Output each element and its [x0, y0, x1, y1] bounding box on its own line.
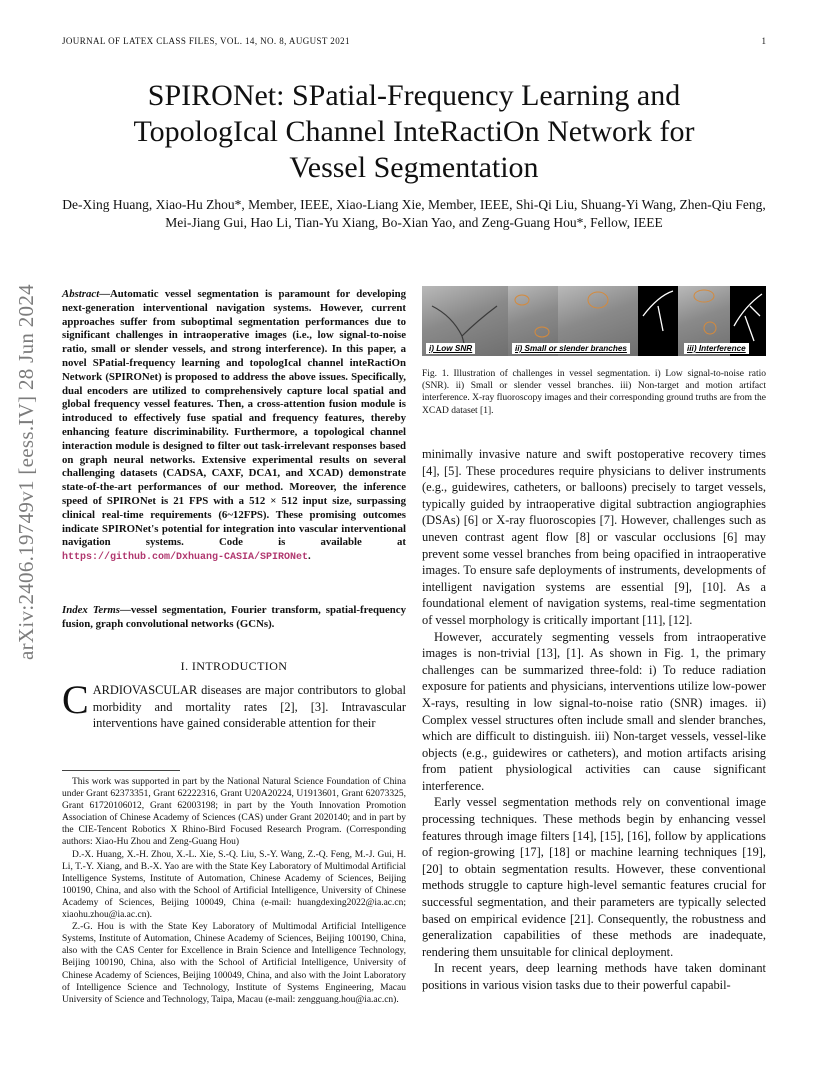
dropcap: C — [62, 677, 89, 722]
footnotes — [62, 776, 406, 1006]
intro-paragraph — [62, 677, 406, 732]
figure-caption: Fig. 1. Illustration of challenges in vessel segmentation. i) Low signal-to-noise ratio (SNR). ii) Small or slender vessel branches. iii) Non-target and motion artifact interference. X-ray fluoroscopy images and their corresponding ground truths are from the XCAD dataset [1]. — [422, 369, 766, 416]
figure-label-3: iii) Interference — [684, 343, 749, 354]
paragraph: In recent years, deep learning methods have taken dominant positions in various vision tasks due to their powerful capabil- — [422, 961, 766, 992]
index-terms — [62, 604, 406, 632]
index-terms-label: Index Terms — [62, 604, 121, 616]
figure-label-1: i) Low SNR — [426, 343, 475, 354]
paragraph: Early vessel segmentation methods rely on conventional image processing techniques. These methods begin by enhancing vessel features through image filters [14], [15], [16], follow by applications of region-growing [17], [18] or machine learning techniques [19], [20] to obtain segmentation results. However, these conventional methods struggle to capture high-level semantic features crucial for successful segmentation, and their parameters are typically selected based on empirical evidence [21]. Consequently, the robustness and generalization capabilities of these methods are inadequate, rendering them unsuitable for clinical deployment. — [422, 795, 766, 959]
footnote-affiliation-1: D.-X. Huang, X.-H. Zhou, X.-L. Xie, S.-Q. Liu, S.-Y. Wang, Z.-Q. Feng, M.-J. Gui, H. Li, T.-Y. Xiang, and B.-X. Yao are with the State Key Laboratory of Multimodal Artificial Intelligence Systems, Institute of Automation, Chinese Academy of Sciences, Beijing 100190, China, and also with the School of Artificial Intelligence, University of Chinese Academy of Sciences, Beijing 100049, China (e-mail: huangdexing2022@ia.ac.cn; xiaohu.zhou@ia.ac.cn). — [62, 849, 406, 921]
abstract-label: Abstract — [62, 288, 100, 300]
paper-title — [62, 78, 766, 186]
abstract: Abstract—Automatic vessel segmentation is paramount for developing next-generation interventional navigation systems. However, current approaches suffer from suboptimal segmentation performances due to significant challenges in intraoperative images (i.e., low signal-to-noise ratio, small or slender vessels, and strong interference). In this paper, a novel SPatial-frequency learning and topologIcal channel inteRactiOn Network (SPIRONet) is proposed to address the above issues. Specifically, dual encoders are utilized to comprehensively capture local spatial and global frequency vessel features. Then, a cross-attention fusion module is introduced to effectively fuse spatial and frequency features, thereby enhancing feature discriminability. Furthermore, a topological channel interaction module is designed to filter out task-irrelevant responses based on graph neural networks. Extensive experimental results on several challenging datasets (CADSA, CAXF, DCA1, and XCAD) demonstrate state-of-the-art performances of our method. Moreover, the inference speed of SPIRONet is 21 FPS with a 512 × 512 input size, surpassing clinical real-time requirements (6~12FPS). These promising outcomes indicate SPIRONet's potential for integration into vascular interventional navigation systems. Code is available at https://github.com/Dxhuang-CASIA/SPIRONet. — [62, 288, 406, 564]
author-list: De-Xing Huang, Xiao-Hu Zhou*, Member, IEEE, Xiao-Liang Xie, Member, IEEE, Shi-Qi Liu, Shuang-Yi Wang, Zhen-Qiu Feng, Mei-Jiang Gui, Hao Li, Tian-Yu Xiang, Bo-Xian Yao, and Zeng-Guang Hou*, Fellow, IEEE — [62, 197, 766, 230]
footnote-rule — [62, 770, 180, 771]
ground-truth-mask — [638, 286, 678, 356]
section-heading: I. INTRODUCTION — [180, 659, 288, 673]
paragraph: minimally invasive nature and swift postoperative recovery times [4], [5]. These procedures require physicians to deliver instruments (e.g., guidewires, catheters, or balloons) precisely to target vessels, typically guided by intraoperative digital subtraction angiographies (DSAs) [6] or X-ray fluoroscopies [7]. However, challenges such as uneven contrast agent flow [8] or vascular occlusions [6] may prevent some vessel branches from being opacified in intraoperative images. To ensure safe deployments of instruments, developments of intelligent navigation systems are essential [9], [10]. As a foundational element of navigation systems, real-time segmentation of vessel morphology is critically important [11], [12]. — [422, 447, 766, 627]
title-line-3: Vessel Segmentation — [289, 151, 539, 184]
right-column-text — [422, 446, 766, 994]
title-line-1: SPIRONet: SPatial-Frequency Learning and — [147, 79, 681, 112]
figure-1 — [422, 286, 766, 356]
code-link[interactable]: https://github.com/Dxhuang-CASIA/SPIRONet — [62, 552, 309, 564]
footnote-funding: This work was supported in part by the National Natural Science Foundation of China under Grant 62373351, Grant 62222316, Grant U20A20224, U1913601, Grant 62073325, Grant 61720106012, Grant 62003198; in part by the Youth Innovation Promotion Association of Chinese Academy of Sciences (CAS) under Grant 2020140; and in part by the CIE-Tencent Robotics X Rhino-Bird Focused Research Program. (Corresponding authors: Xiao-Hu Zhou and Zeng-Guang Hou) — [62, 777, 406, 848]
abstract-text: —Automatic vessel segmentation is paramount for developing next-generation interventional navigation systems. However, current approaches suffer from suboptimal segmentation performances due to significant challenges in intraoperative images (i.e., low signal-to-noise ratio, small or slender vessels, and strong interference). In this paper, a novel SPatial-frequency learning and topologIcal channel inteRactiOn Network (SPIRONet) is proposed to address the above issues. Specifically, dual encoders are utilized to comprehensively capture local spatial and global frequency vessel features. Then, a cross-attention fusion module is introduced to effectively fuse spatial and frequency features, thereby enhancing feature discriminability. Furthermore, a topological channel interaction module is designed to filter out task-irrelevant responses based on graph neural networks. Extensive experimental results on several challenging datasets (CADSA, CAXF, DCA1, and XCAD) demonstrate state-of-the-art performances of our method. Moreover, the inference speed of SPIRONet is 21 FPS with a 512 × 512 input size, surpassing clinical real-time requirements (6~12FPS). These promising outcomes indicate SPIRONet's potential for integration into vascular interventional navigation systems. Code is available at — [62, 288, 406, 549]
footnote-affiliation-2: Z.-G. Hou is with the State Key Laboratory of Multimodal Artificial Intelligence Systems, Institute of Automation, Chinese Academy of Sciences, Beijing 100190, China, also with the CAS Center for Excellence in Brain Science and Intelligence Technology, Beijing 100190, China, also with the School of Artificial Intelligence, University of Chinese Academy of Sciences, Beijing 100049, China, and also with the Joint Laboratory of Intelligence Science and Technology, Institute of Systems Engineering, Macau University of Science and Technology, Taipa, Macau (e-mail: zengguang.hou@ia.ac.cn). — [62, 922, 406, 1005]
title-line-2: TopologIcal Channel InteRactiOn Network for — [133, 115, 695, 148]
arxiv-stamp: arXiv:2406.19749v1 [eess.IV] 28 Jun 2024 — [14, 284, 38, 660]
index-terms-text: —vessel segmentation, Fourier transform, spatial-frequency fusion, graph convolutional networks (GCNs). — [62, 604, 406, 630]
running-header: JOURNAL OF LATEX CLASS FILES, VOL. 14, NO. 8, AUGUST 2021 — [62, 36, 350, 46]
vessel-mask-icon — [638, 286, 678, 356]
figure-label-2: ii) Small or slender branches — [512, 343, 630, 354]
page-number: 1 — [761, 36, 766, 46]
intro-text: ARDIOVASCULAR diseases are major contributors to global morbidity and mortality rates [2], [3]. Intravascular interventions have gained considerable attention for their — [92, 683, 406, 731]
paragraph: However, accurately segmenting vessels from intraoperative images is non-trivial [13], [1]. As shown in Fig. 1, the primary challenges can be summarized three-fold: i) To reduce radiation exposure for patients and physicians, interventions utilize low-power X-rays, resulting in low signal-to-noise ratio (SNR) images. ii) Complex vessel structures often include small and slender branches, which are difficult to distinguish. iii) Non-target vessels, vessel-like objects (e.g., guidewires or catheters), and motion artifacts arising from patient physiological activities can cause significant interference. — [422, 629, 766, 793]
